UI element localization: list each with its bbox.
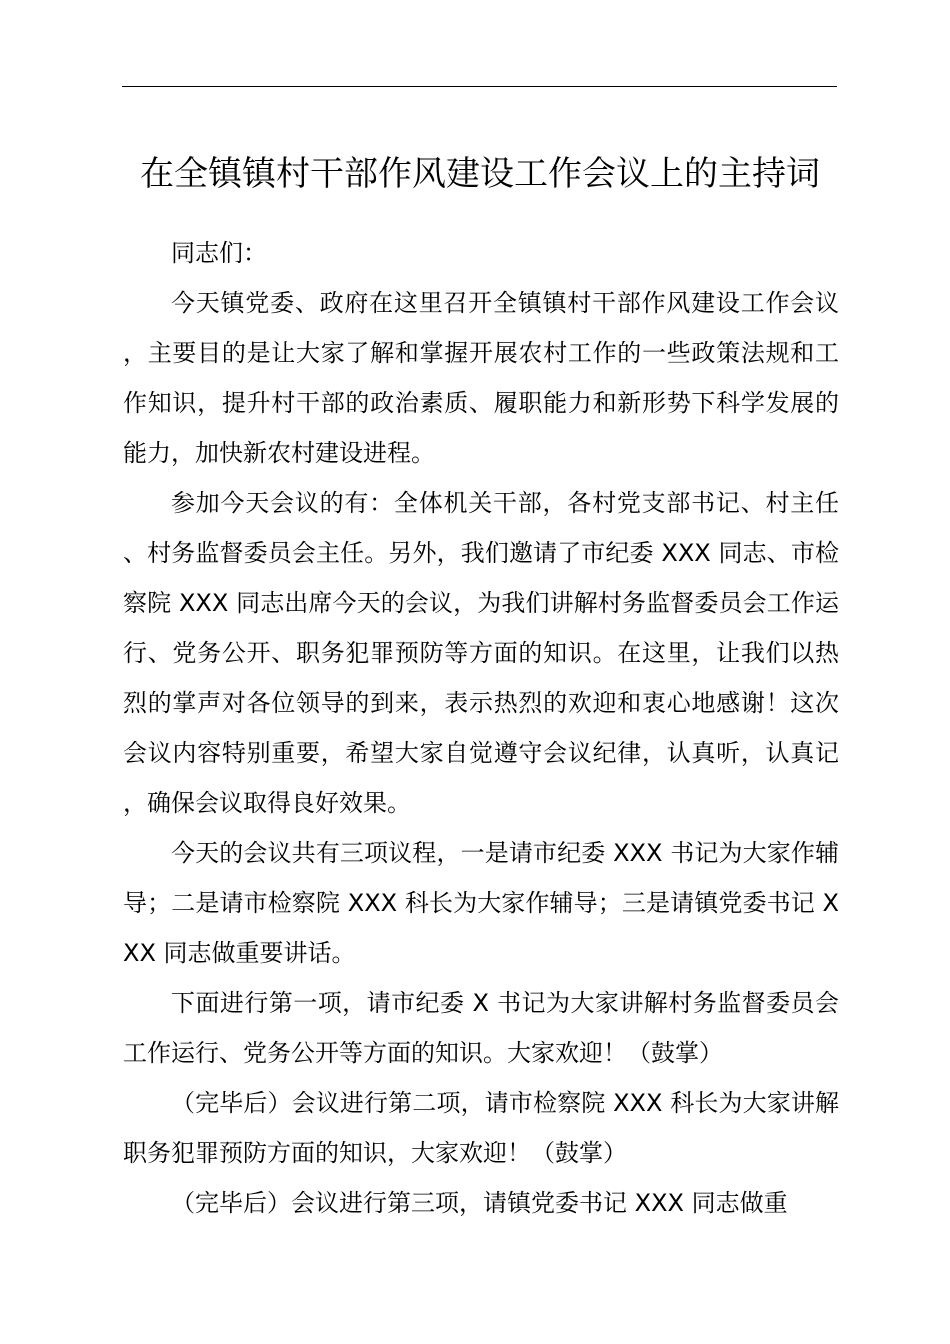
document-body bbox=[123, 228, 839, 1228]
salutation: 同志们： bbox=[171, 239, 267, 267]
paragraph-purpose: 今天镇党委、政府在这里召开全镇镇村干部作风建设工作会议，主要目的是让大家了解和掌握开展农村工作的一些政策法规和工作知识，提升村干部的政治素质、履职能力和新形势下科学发展的能力，加快新农村建设进程。 bbox=[123, 289, 839, 467]
paragraph-item-three: （完毕后）会议进行第三项，请镇党委书记 XXX 同志做重 bbox=[171, 1189, 788, 1217]
paragraph-agenda: 今天的会议共有三项议程，一是请市纪委 XXX 书记为大家作辅导；二是请市检察院 XXX 科长为大家作辅导；三是请镇党委书记 XXX 同志做重要讲话。 bbox=[123, 839, 839, 967]
document-title: 在全镇镇村干部作风建设工作会议上的主持词 bbox=[140, 154, 820, 194]
paragraph-attendees: 参加今天会议的有：全体机关干部，各村党支部书记、村主任、村务监督委员会主任。另外，我们邀请了市纪委 XXX 同志、市检察院 XXX 同志出席今天的会议，为我们讲解村务监督委员会工作运行、党务公开、职务犯罪预防等方面的知识。在这里，让我们以热烈的掌声对各位领导的到来，表示热烈的欢迎和衷心地感谢！这次会议内容特别重要，希望大家自觉遵守会议纪律，认真听，认真记，确保会议取得良好效果。 bbox=[123, 489, 839, 817]
paragraph-item-two: （完毕后）会议进行第二项，请市检察院 XXX 科长为大家讲解职务犯罪预防方面的知识，大家欢迎！（鼓掌） bbox=[123, 1089, 839, 1167]
header-rule bbox=[122, 86, 837, 87]
paragraph-item-one: 下面进行第一项，请市纪委 X 书记为大家讲解村务监督委员会工作运行、党务公开等方面的知识。大家欢迎！（鼓掌） bbox=[123, 989, 839, 1067]
